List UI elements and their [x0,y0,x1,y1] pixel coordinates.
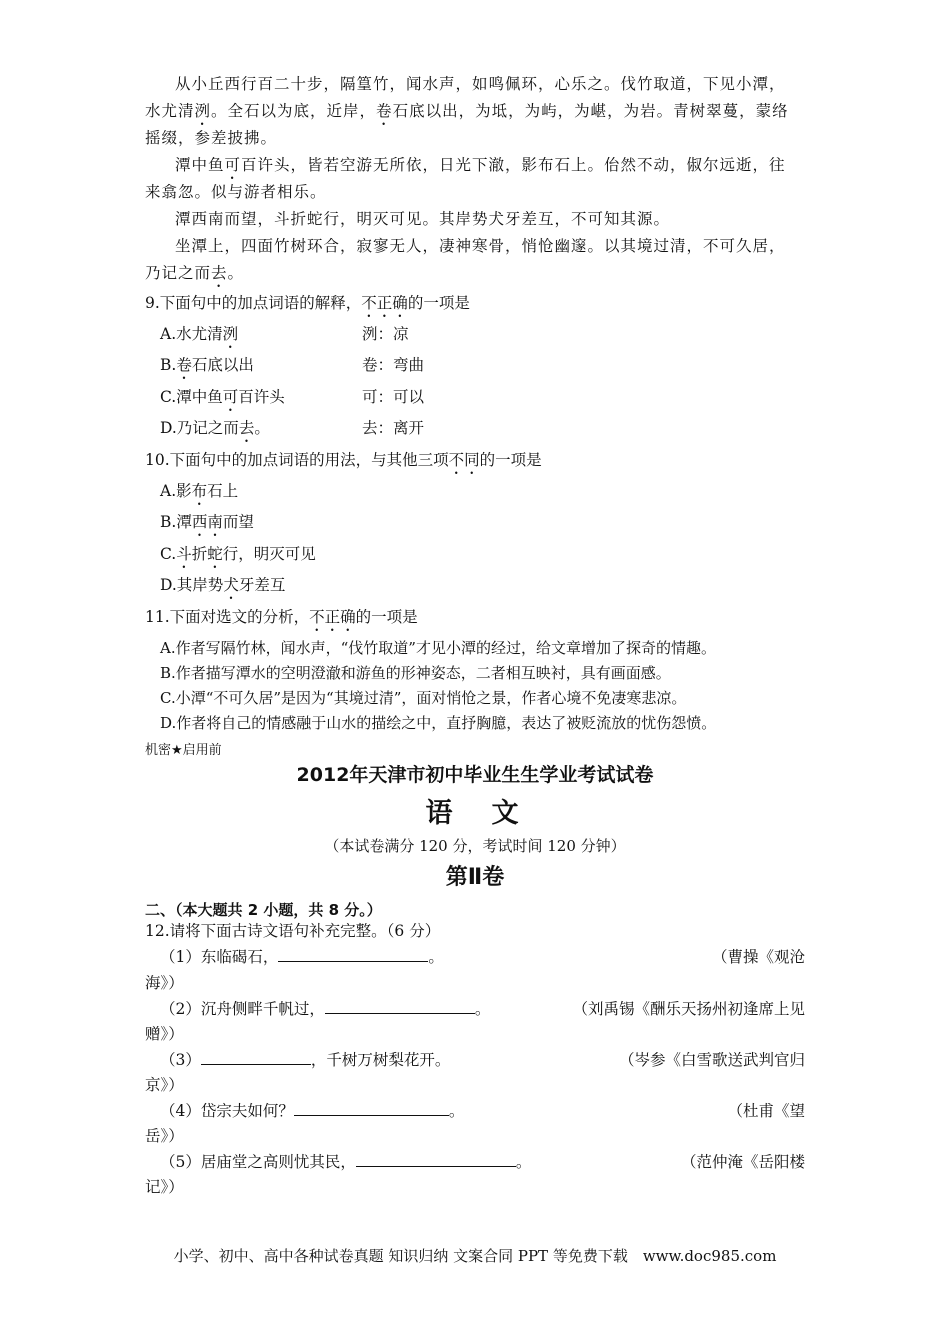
source-citation: （刘禹锡《酬乐天扬州初逢席上见 [572,1000,805,1018]
q11-option-c: C.小潭“不可久居”是因为“其境过清”，面对悄怆之景，作者心境不免凄寒悲凉。 [160,689,687,707]
question-12-stem: 12.请将下面古诗文语句补充完整。（6 分） [145,922,441,940]
q10-option-b: B.潭西南而望 [160,513,254,531]
passage-line: 坐潭上，四面竹树环合，寂寥无人，凄神寒骨，悄怆幽邃。以其境过清，不可久居， [175,237,786,255]
q10-option-c: C.斗折蛇行，明灭可见 [160,545,316,563]
source-citation-cont: 海》） [145,974,184,992]
volume-title: 第Ⅱ卷 [445,865,505,890]
passage-line: 从小丘西行百二十步，隔篁竹，闻水声，如鸣佩环，心乐之。伐竹取道，下见小潭， [175,75,786,93]
answer-blank[interactable] [294,1099,449,1116]
q9-gloss-d: 去：离开 [362,419,425,437]
q11-option-d: D.作者将自己的情感融于山水的描绘之中，直抒胸臆，表达了被贬流放的忧伤怨愤。 [160,714,717,732]
exam-note: （本试卷满分 120 分，考试时间 120 分钟） [324,837,626,855]
passage-line: 潭中鱼可百许头，皆若空游无所依，日光下澈，影布石上。佁然不动，俶尔远逝，往 [175,156,786,174]
passage-line: 潭西南而望，斗折蛇行，明灭可见。其岸势犬牙差互，不可知其源。 [175,210,671,228]
fill-item-3: （3） ，千树万树梨花开。 [160,1047,450,1074]
fill-item-2: （2）沉舟侧畔千帆过， 。 [160,996,490,1023]
fill-item-5: （5）居庙堂之高则忧其民， 。 [160,1149,531,1176]
footer-watermark: 小学、初中、高中各种试卷真题 知识归纳 文案合同 PPT 等免费下载 www.doc985.com [173,1247,777,1265]
secret-label: 机密★启用前 [145,743,222,758]
question-9-stem: 9.下面句中的加点词语的解释，不正确的一项是 [145,294,470,312]
q11-option-b: B.作者描写潭水的空明澄澈和游鱼的形神姿态，二者相互映衬，具有画面感。 [160,664,671,682]
subject-title: 语 文 [425,798,525,829]
source-citation: （岑参《白雪歌送武判官归 [618,1051,805,1069]
answer-blank[interactable] [325,997,475,1014]
source-citation-cont: 赠》） [145,1025,184,1043]
q9-option-a: A.水尤清洌 [160,325,239,343]
source-citation-cont: 岳》） [145,1127,184,1145]
passage-line: 摇缀，参差披拂。 [145,129,278,147]
fill-item-1: （1）东临碣石， 。 [160,944,444,971]
source-citation: （曹操《观沧 [711,948,805,966]
q9-option-d: D.乃记之而去。 [160,419,270,437]
question-11-stem: 11.下面对选文的分析，不正确的一项是 [145,608,418,626]
passage-line: 水尤清洌。全石以为底，近岸，卷石底以出，为坻，为屿，为嵁，为岩。青树翠蔓，蒙络 [145,102,789,120]
question-10-stem: 10.下面句中的加点词语的用法，与其他三项不同的一项是 [145,451,542,469]
q9-option-b: B.卷石底以出 [160,356,254,374]
source-citation-cont: 记》） [145,1178,184,1196]
source-citation-cont: 京》） [145,1076,184,1094]
source-citation: （杜甫《望 [727,1102,805,1120]
q9-gloss-c: 可：可以 [362,388,425,406]
q9-gloss-a: 洌：凉 [362,325,409,343]
fill-item-4: （4）岱宗夫如何？ 。 [160,1098,464,1125]
q9-option-c: C.潭中鱼可百许头 [160,388,285,406]
exam-title: 2012年天津市初中毕业生生学业考试试卷 [296,764,654,786]
q11-option-a: A.作者写隔竹林，闻水声，“伐竹取道”才见小潭的经过，给文章增加了探奇的情趣。 [160,639,716,657]
answer-blank[interactable] [356,1150,516,1167]
source-citation: （范仲淹《岳阳楼 [680,1153,805,1171]
answer-blank[interactable] [278,945,428,962]
q10-option-a: A.影布石上 [160,482,239,500]
q9-gloss-b: 卷：弯曲 [362,356,425,374]
section-heading: 二、（本大题共 2 小题，共 8 分。） [145,901,382,919]
q10-option-d: D.其岸势犬牙差互 [160,576,286,594]
answer-blank[interactable] [201,1048,311,1065]
passage-line: 乃记之而去。 [145,264,245,282]
passage-line: 来翕忽。似与游者相乐。 [145,183,327,201]
